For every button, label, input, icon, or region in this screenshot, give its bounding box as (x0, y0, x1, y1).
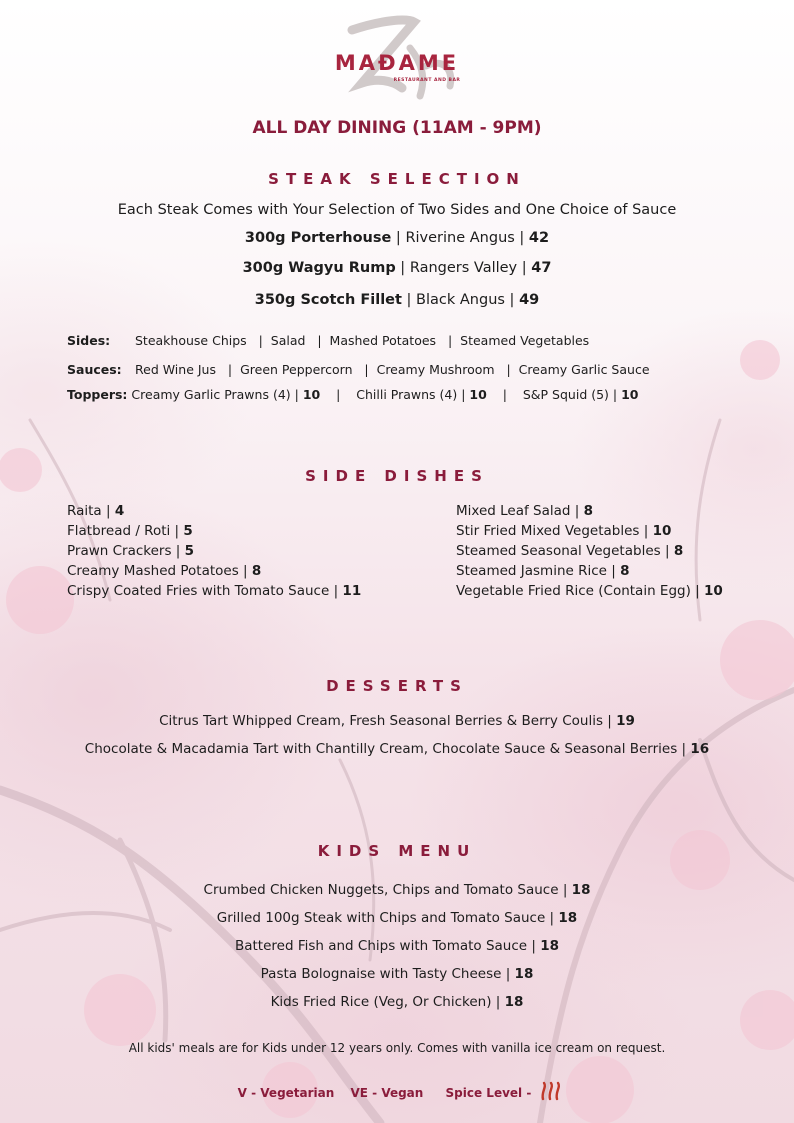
steak-sauces-row: Sauces: Red Wine Jus | Green Peppercorn | Creamy Mushroom | Creamy Garlic Sauce (67, 362, 650, 377)
topper-option: Chilli Prawns (4) | 10 (356, 387, 487, 402)
logo-tagline: RESTAURANT AND BAR (393, 78, 461, 83)
sides-label: Sides: (67, 333, 111, 348)
kids-note: All kids' meals are for Kids under 12 years only. Comes with vanilla ice cream on request. (128, 1041, 666, 1055)
menu-item: Steamed Jasmine Rice | 8 (456, 563, 630, 579)
menu-item: Prawn Crackers | 5 (67, 543, 195, 559)
steak-origin: Black Angus (416, 292, 505, 308)
menu-item: Raita | 4 (67, 503, 125, 519)
side-option: Salad (270, 333, 306, 348)
dessert-item: Chocolate & Macadamia Tart with Chantilly Cream, Chocolate Sauce & Seasonal Berries | 16 (84, 741, 710, 757)
sauce-option: Creamy Garlic Sauce (518, 362, 650, 377)
chilli-icon (540, 1081, 562, 1101)
section-heading-kids: KIDS MENU (317, 842, 477, 860)
menu-item: Vegetable Fried Rice (Contain Egg) | 10 (456, 583, 723, 599)
steak-origin: Riverine Angus (405, 230, 515, 246)
sauce-option: Red Wine Jus (135, 362, 216, 377)
dessert-item: Citrus Tart Whipped Cream, Fresh Seasonal Berries & Berry Coulis | 19 (159, 713, 635, 729)
side-option: Steamed Vegetables (460, 333, 590, 348)
legend-spice: Spice Level - (445, 1086, 532, 1100)
steak-item: 350g Scotch Fillet | Black Angus | 49 (254, 292, 540, 308)
kids-item: Battered Fish and Chips with Tomato Sauce | 18 (234, 938, 560, 954)
sauce-option: Green Peppercorn (240, 362, 353, 377)
section-heading-desserts: DESSERTS (326, 677, 468, 695)
menu-item: Flatbread / Roti | 5 (67, 523, 193, 539)
steak-origin: Rangers Valley (409, 260, 518, 276)
legend-vegetarian: V - Vegetarian (237, 1086, 335, 1100)
menu-item: Steamed Seasonal Vegetables | 8 (456, 543, 684, 559)
section-heading-side-dishes: SIDE DISHES (305, 467, 489, 485)
sauce-option: Creamy Mushroom (376, 362, 495, 377)
logo-wordmark: MAĐAME (334, 51, 460, 75)
steak-item: 300g Wagyu Rump | Rangers Valley | 47 (242, 260, 552, 276)
kids-item: Pasta Bolognaise with Tasty Cheese | 18 (260, 966, 534, 982)
topper-option: Creamy Garlic Prawns (4) | 10 (131, 387, 321, 402)
steak-price: 47 (531, 260, 552, 276)
side-dishes-right-column (456, 501, 723, 601)
dietary-legend (0, 1081, 794, 1101)
menu-item: Creamy Mashed Potatoes | 8 (67, 563, 262, 579)
sauces-label: Sauces: (67, 362, 122, 377)
steak-name: 350g Scotch Fillet (254, 292, 402, 308)
steak-name: 300g Wagyu Rump (242, 260, 396, 276)
toppers-label: Toppers: (67, 387, 128, 402)
menu-title: ALL DAY DINING (11AM - 9PM) (252, 118, 542, 138)
kids-item: Grilled 100g Steak with Chips and Tomato Sauce | 18 (216, 910, 578, 926)
kids-item: Kids Fried Rice (Veg, Or Chicken) | 18 (270, 994, 524, 1010)
steak-name: 300g Porterhouse (244, 230, 392, 246)
legend-vegan: VE - Vegan (350, 1086, 424, 1100)
menu-item: Crispy Coated Fries with Tomato Sauce | 11 (67, 583, 362, 599)
kids-item: Crumbed Chicken Nuggets, Chips and Tomato Sauce | 18 (203, 882, 591, 898)
steak-price: 49 (519, 292, 540, 308)
side-option: Mashed Potatoes (329, 333, 437, 348)
topper-option: S&P Squid (5) | 10 (522, 387, 639, 402)
brand-logo (322, 8, 472, 108)
menu-item: Stir Fried Mixed Vegetables | 10 (456, 523, 672, 539)
steak-intro: Each Steak Comes with Your Selection of Two Sides and One Choice of Sauce (117, 202, 677, 218)
section-heading-steak: STEAK SELECTION (268, 170, 526, 188)
steak-sides-row: Sides: Steakhouse Chips | Salad | Mashed Potatoes | Steamed Vegetables (67, 333, 590, 348)
menu-item: Mixed Leaf Salad | 8 (456, 503, 594, 519)
steak-toppers-row: Toppers: Creamy Garlic Prawns (4) | 10 | Chilli Prawns (4) | 10 | S&P Squid (5) | 10 (67, 387, 639, 402)
side-option: Steakhouse Chips (135, 333, 247, 348)
steak-price: 42 (528, 230, 550, 246)
side-dishes-left-column (67, 501, 361, 601)
steak-item: 300g Porterhouse | Riverine Angus | 42 (244, 230, 550, 246)
